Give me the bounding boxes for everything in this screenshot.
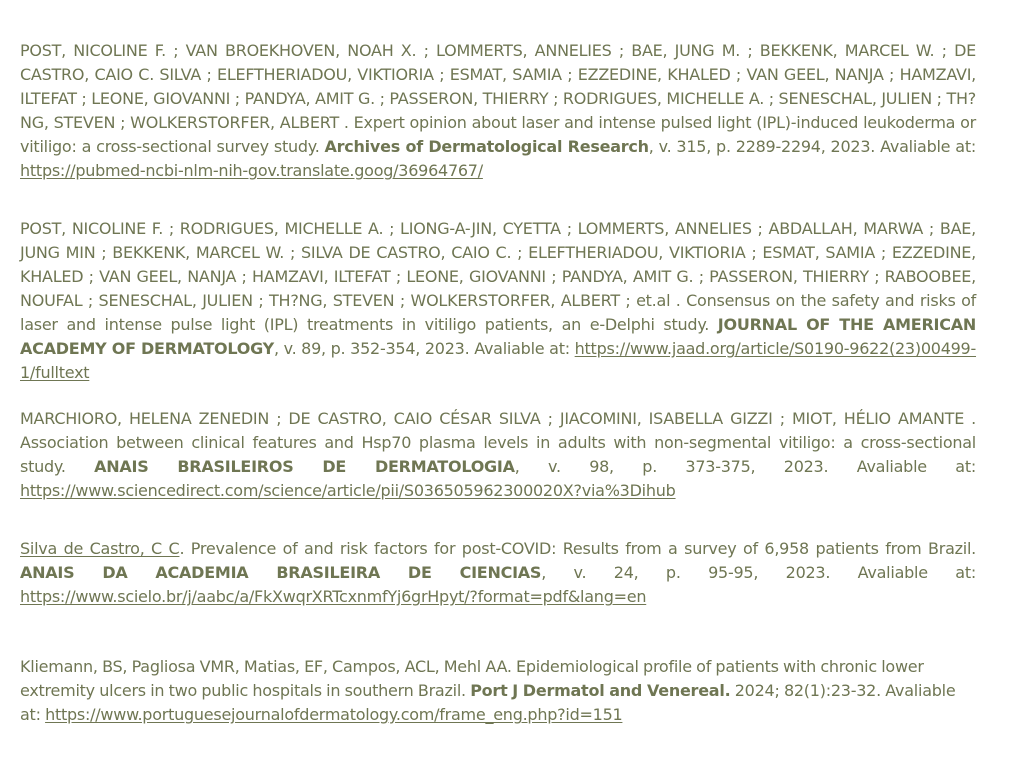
reference-details: , v. 315, p. 2289-2294, 2023. Avaliable at: <box>648 137 976 156</box>
reference-title: . Prevalence of and risk factors for post-COVID: Results from a survey of 6,958 patients from Brazil. <box>179 539 977 558</box>
reference-journal: JOURNAL OF THE AMERICAN ACADEMY OF DERMATOLOGY <box>20 315 976 358</box>
reference-item <box>20 39 976 183</box>
reference-title: Expert opinion about laser and intense pulsed light (IPL)-induced leukoderma or vitiligo: a cross-sectional survey study. <box>20 113 976 156</box>
reference-title: Consensus on the safety and risks of laser and intense pulse light (IPL) treatments in vitiligo patients, an e-Delphi study. <box>20 291 976 334</box>
reference-journal: Archives of Dermatological Research <box>324 137 649 156</box>
reference-journal: Port J Dermatol and Venereal. <box>470 681 731 700</box>
reference-journal: ANAIS BRASILEIROS DE DERMATOLOGIA <box>94 457 515 476</box>
reference-details: , v. 98, p. 373-375, 2023. Avaliable at: <box>514 457 976 476</box>
reference-item <box>20 217 976 385</box>
reference-link[interactable]: https://pubmed-ncbi-nlm-nih-gov.translate.goog/36964767/ <box>20 161 483 180</box>
reference-link[interactable]: https://www.portuguesejournalofdermatology.com/frame_eng.php?id=151 <box>45 705 623 724</box>
reference-journal: ANAIS DA ACADEMIA BRASILEIRA DE CIENCIAS <box>20 563 542 582</box>
reference-item <box>20 537 976 609</box>
reference-item <box>20 407 976 503</box>
author-link[interactable]: Silva de Castro, C C <box>20 539 180 558</box>
reference-details: , v. 24, p. 95-95, 2023. Avaliable at: <box>541 563 976 582</box>
reference-list <box>20 39 976 727</box>
reference-details: , v. 89, p. 352-354, 2023. Avaliable at: <box>273 339 575 358</box>
reference-authors: POST, NICOLINE F. ; RODRIGUES, MICHELLE A. ; LIONG-A-JIN, CYETTA ; LOMMERTS, ANNELIES ; ABDALLAH, MARWA ; BAE, JUNG MIN ; BEKKENK, MARCEL W. ; SILVA DE CASTRO, CAIO C. ; ELEFTHERIADOU, VIKTIORIA ; ESMAT, SAMIA ; EZZEDINE, KHALED ; VAN GEEL, NANJA ; HAMZAVI, ILTEFAT ; LEONE, GIOVANNI ; PANDYA, AMIT G. ; PASSERON, THIERRY ; RABOOBEE, NOUFAL ; SENESCHAL, JULIEN ; TH?NG, STEVEN ; WOLKERSTORFER, ALBERT ; et.al . <box>20 219 976 310</box>
reference-link[interactable]: https://www.sciencedirect.com/science/article/pii/S036505962300020X?via%3Dihub <box>20 481 676 500</box>
reference-title: Association between clinical features and Hsp70 plasma levels in adults with non-segmental vitiligo: a cross-sectional study. <box>20 433 976 476</box>
reference-details: 2024; 82(1):23-32. Avaliable at: <box>20 681 956 724</box>
reference-item <box>20 655 976 727</box>
reference-authors: POST, NICOLINE F. ; VAN BROEKHOVEN, NOAH X. ; LOMMERTS, ANNELIES ; BAE, JUNG M. ; BEKKENK, MARCEL W. ; DE CASTRO, CAIO C. SILVA ; ELEFTHERIADOU, VIKTIORIA ; ESMAT, SAMIA ; EZZEDINE, KHALED ; VAN GEEL, NANJA ; HAMZAVI, ILTEFAT ; LEONE, GIOVANNI ; PANDYA, AMIT G. ; PASSERON, THIERRY ; RODRIGUES, MICHELLE A. ; SENESCHAL, JULIEN ; TH?NG, STEVEN ; WOLKERSTORFER, ALBERT . <box>20 41 976 132</box>
reference-link[interactable]: https://www.scielo.br/j/aabc/a/FkXwqrXRTcxnmfYj6grHpyt/?format=pdf&lang=en <box>20 587 647 606</box>
reference-authors: Kliemann, BS, Pagliosa VMR, Matias, EF, Campos, ACL, Mehl AA. Epidemiological profile of patients with chronic lower extremity ulcers in two public hospitals in southern Brazil. <box>20 657 924 700</box>
reference-authors: MARCHIORO, HELENA ZENEDIN ; DE CASTRO, CAIO CÉSAR SILVA ; JIACOMINI, ISABELLA GIZZI ; MIOT, HÉLIO AMANTE . <box>20 409 976 428</box>
reference-link[interactable]: https://www.jaad.org/article/S0190-9622(23)00499-1/fulltext <box>20 339 977 382</box>
